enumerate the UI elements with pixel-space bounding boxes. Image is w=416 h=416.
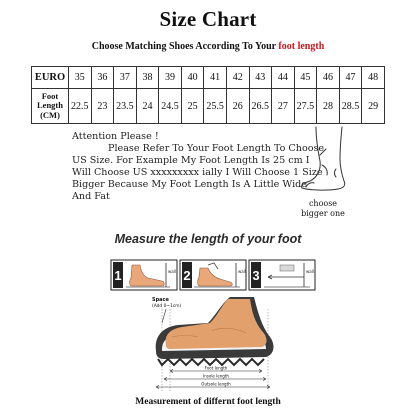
foot-length-header-line: Foot [41,90,59,101]
step-2-number: 2 [183,268,191,283]
foot-length-cell: 26 [226,89,249,124]
foot-length-cell: 22.5 [69,89,92,124]
euro-cell: 45 [294,67,317,89]
foot-length-cell: 25 [181,89,204,124]
euro-cell: 41 [204,67,227,89]
subtitle-text: Choose Matching Shoes According To Your [91,41,279,52]
space-label [152,297,182,309]
foot-length-cell: 23 [91,89,114,124]
step-1-number: 1 [114,268,122,283]
foot-length-cell: 28 [317,89,340,124]
foot-length-cell: 23.5 [114,89,137,124]
insole-length-label: Insole length [203,373,229,379]
euro-cell: 42 [226,67,249,89]
foot-length-cell: 29 [362,89,385,124]
page-title: Size Chart [159,7,257,31]
euro-cell: 39 [159,67,182,89]
wall-label: wall [306,269,314,274]
euro-cell: 43 [249,67,272,89]
wall-label: wall [168,269,176,274]
euro-cell: 38 [136,67,159,89]
euro-cell: 36 [91,67,114,89]
note-line: And Fat [72,190,110,202]
euro-cell: 40 [181,67,204,89]
foot-length-label: Foot length [204,365,228,371]
foot-length-row-header [32,89,69,124]
foot-length-cell: 27.5 [294,89,317,124]
foot-length-cell: 27 [272,89,295,124]
note-heading: Attention Please ! [72,131,159,142]
note-line: Will Choose US xxxxxxxxx ially I Will Choose 1 Size [72,166,323,178]
euro-cell: 44 [272,67,295,89]
step-3-number: 3 [252,268,260,283]
step-2-panel [180,260,246,290]
choose-label-line: bigger one [301,208,345,218]
note-line: US Size. For Example My Foot Length Is 25 cm I [72,154,310,166]
foot-length-cell: 25.5 [204,89,227,124]
euro-cell: 35 [69,67,92,89]
note-line: Please Refer To Your Foot Length To Choose [108,142,325,154]
measurement-steps [110,259,316,291]
space-label-line: (Add 0~1cm) [152,304,182,309]
choose-bigger-label [301,199,345,218]
foot-length-header-line: Length [37,100,63,111]
euro-cell: 47 [339,67,362,89]
euro-cell: 37 [114,67,137,89]
step-3-panel [249,260,315,290]
subtitle-accent: foot length [278,41,325,52]
euro-row [32,67,385,89]
measure-heading: Measure the length of your foot [114,232,302,246]
wall-label: wall [238,269,246,274]
foot-sketch-illustration [296,125,354,197]
foot-length-row [32,89,385,124]
foot-length-diagram [150,293,276,391]
euro-cell: 46 [317,67,340,89]
euro-cell: 48 [362,67,385,89]
note-line: Bigger Because My Foot Length Is A Little Wide [72,178,307,190]
size-chart-table [31,66,385,124]
step-1-panel [111,260,177,290]
attention-note [72,131,325,202]
euro-row-header: EURO [32,67,69,89]
foot-length-cell: 24.5 [159,89,182,124]
foot-length-cell: 28.5 [339,89,362,124]
outsole-length-label: Outsole length [201,381,231,387]
choose-label-line: choose [308,199,338,208]
foot-length-cell: 26.5 [249,89,272,124]
page-subtitle [0,41,416,52]
foot-length-cell: 24 [136,89,159,124]
diagram-caption: Measurement of differnt foot length [135,397,281,407]
space-label-line: Space [152,297,169,303]
foot-length-header-line: (CM) [40,109,60,120]
